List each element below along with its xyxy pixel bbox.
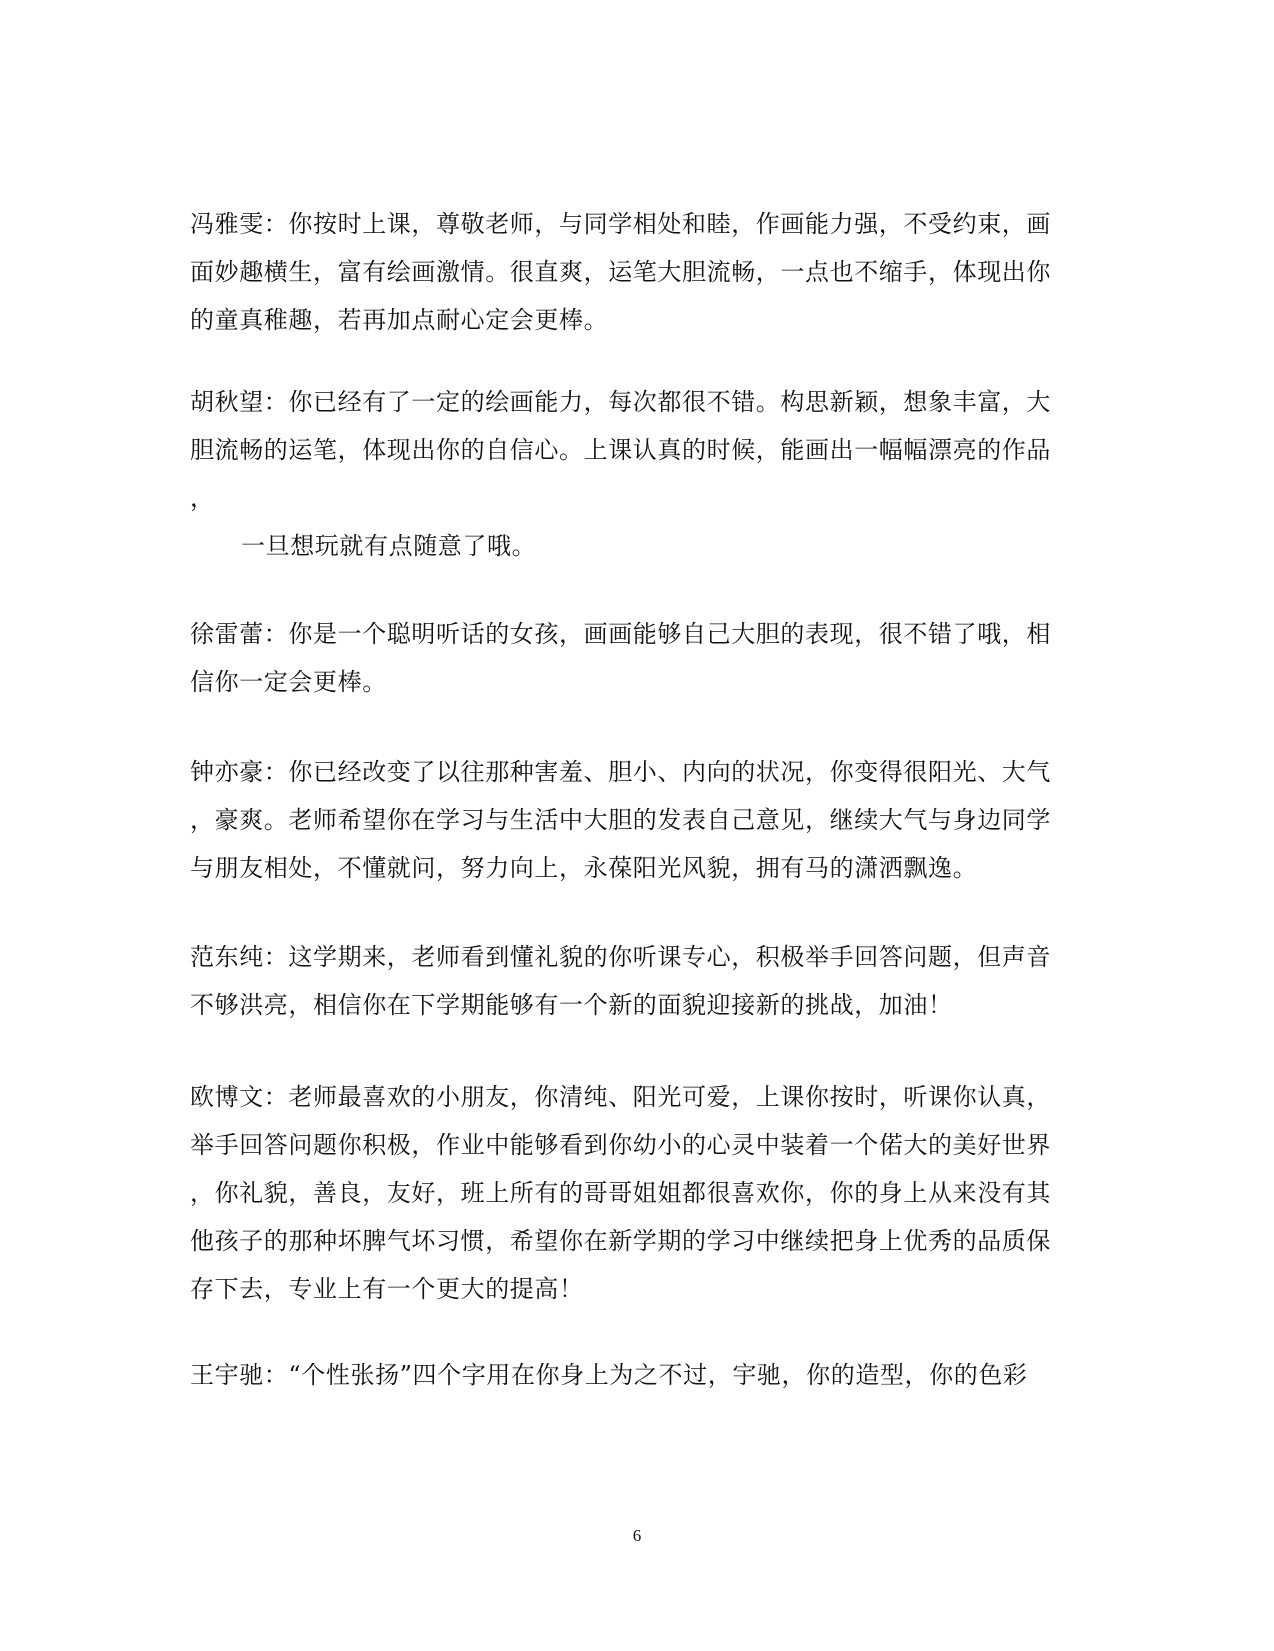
comment-paragraph-xu (190, 610, 1070, 706)
comment-paragraph-fan (190, 933, 1070, 1029)
paragraph-line: 徐雷蕾：你是一个聪明听话的女孩，画画能够自己大胆的表现，很不错了哦，相 (190, 620, 1051, 648)
comment-paragraph-zhong (190, 748, 1070, 892)
paragraph-line: 存下去，专业上有一个更大的提高！ (190, 1275, 584, 1303)
paragraph-line: 信你一定会更棒。 (190, 668, 387, 696)
paragraph-line: 欧博文：老师最喜欢的小朋友，你清纯、阳光可爱，上课你按时，听课你认真， (190, 1083, 1051, 1111)
paragraph-line: ，豪爽。老师希望你在学习与生活中大胆的发表自己意见，继续大气与身边同学 (190, 806, 1051, 834)
paragraph-line: 举手回答问题你积极，作业中能够看到你幼小的心灵中装着一个偌大的美好世界 (190, 1131, 1051, 1159)
comment-paragraph-wang (190, 1351, 1070, 1399)
paragraph-line: 面妙趣横生，富有绘画激情。很直爽，运笔大胆流畅，一点也不缩手，体现出你 (190, 258, 1051, 286)
paragraph-line: 的童真稚趣，若再加点耐心定会更棒。 (190, 306, 609, 334)
paragraph-line: 一旦想玩就有点随意了哦。 (241, 532, 537, 560)
comment-paragraph-hu (190, 378, 1070, 570)
paragraph-line: 范东纯：这学期来，老师看到懂礼貌的你听课专心，积极举手回答问题，但声音 (190, 943, 1051, 971)
paragraph-line: 冯雅雯：你按时上课，尊敬老师，与同学相处和睦，作画能力强，不受约束，画 (190, 210, 1051, 238)
paragraph-line: 钟亦豪：你已经改变了以往那种害羞、胆小、内向的状况，你变得很阳光、大气 (190, 758, 1051, 786)
comment-paragraph-feng (190, 200, 1070, 344)
paragraph-line: 不够洪亮，相信你在下学期能够有一个新的面貌迎接新的挑战，加油！ (190, 991, 953, 1019)
paragraph-line: 他孩子的那种坏脾气坏习惯，希望你在新学期的学习中继续把身上优秀的品质保 (190, 1227, 1051, 1255)
paragraph-line: 王宇驰：“个性张扬”四个字用在你身上为之不过，宇驰，你的造型，你的色彩 (190, 1361, 1028, 1389)
paragraph-line: 胆流畅的运笔，体现出你的自信心。上课认真的时候，能画出一幅幅漂亮的作品 (190, 436, 1051, 464)
paragraph-line: ， (190, 484, 215, 512)
comment-paragraph-ou (190, 1073, 1070, 1313)
paragraph-line: ，你礼貌，善良，友好，班上所有的哥哥姐姐都很喜欢你，你的身上从来没有其 (190, 1179, 1051, 1207)
paragraph-line: 胡秋望：你已经有了一定的绘画能力，每次都很不错。构思新颖，想象丰富，大 (190, 388, 1051, 416)
paragraph-line: 与朋友相处，不懂就问，努力向上，永葆阳光风貌，拥有马的潇洒飘逸。 (190, 854, 978, 882)
page-number: 6 (632, 1526, 642, 1545)
